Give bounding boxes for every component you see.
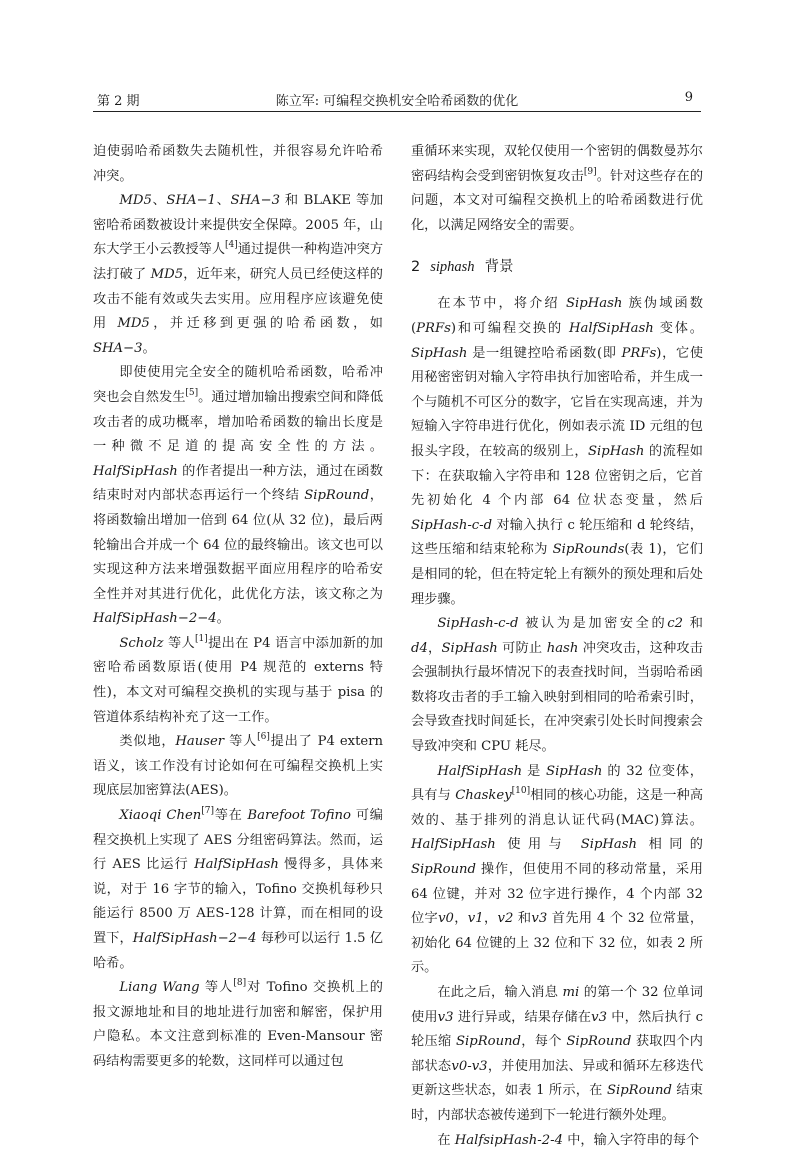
running-title: 陈立军: 可编程交换机安全哈希函数的优化: [275, 94, 519, 109]
page-number: 9: [684, 90, 693, 105]
left-paragraph-1: 迫使弱哈希函数失去随机性，并很容易允许哈希冲突。: [93, 144, 383, 184]
running-header: [93, 86, 701, 110]
right-paragraph-3: HalfSipHash 是 SipHash 的 32 位变体，具有与 Chaskey[10]相同的核心功能，这是一种高效的、基于排列的消息认证代码(MAC)算法。HalfSipHash 使用与 SipHash 相同的 SipRound 操作，但使用不同的移动常量，采用 64 位键，并对 32 位字进行操作，4 个内部 32 位字v0，v1，v2 和v3 首先用 4 个 32 位常量，初始化 64 位键的上 32 位和下 32 位，如表 2 所示。: [411, 763, 704, 976]
right-paragraph-4: 在此之后，输入消息 mi 的第一个 32 位单词使用v3 进行异或，结果存储在v3 中，然后执行 c 轮压缩 SipRound，每个 SipRound 获取四个内部状态v0-v3，并使用加法、异或和循环左移迭代更新这些状态，如表 1 所示，在 SipRound 结束时，内部状态被传递到下一轮进行额外处理。: [411, 985, 704, 1123]
section-number: 2: [411, 259, 421, 276]
right-paragraph-2: SipHash-c-d 被认为是加密安全的c2 和d4，SipHash 可防止 hash 冲突攻击，这种攻击会强制执行最坏情况下的表查找时间，当弱哈希函数将攻击者的手工输入映射到相同的哈希索引时，会导致查找时间延长，在冲突索引处长时间搜索会导致冲突和 CPU 耗尽。: [411, 616, 703, 755]
right-paragraph-1: 在本节中，将介绍 SipHash 族伪域函数(PRFs)和可编程交换的 HalfSipHash 变体。SipHash 是一组键控哈希函数(即 PRFs)，它使用秘密密钥对输入字符串执行加密哈希，并生成一个与随机不可区分的数字，它旨在实现高速，并为短输入字符串进行优化，例如表示流 ID 元组的包报头字段，在较高的级别上，SipHash 的流程如下：在获取输入字符串和 128 位密钥之后，它首先初始化 4 个内部 64 位状态变量，然后 SipHash-c-d 对输入执行 c 轮压缩和 d 轮终结，这些压缩和结束轮称为 SipRounds(表 1)，它们是相同的轮，但在特定轮上有额外的预处理和后处理步骤。: [411, 296, 704, 607]
left-paragraph-7: Liang Wang 等人[8]对 Tofino 交换机上的报文源地址和目的地址进行加密和解密，保护用户隐私。本文注意到标准的 Even-Mansour 密码结构需要更多的轮数，这同样可以通过包: [93, 978, 383, 1069]
issue-number: 第 2 期: [97, 94, 140, 109]
left-paragraph-4: Scholz 等人[1]提出在 P4 语言中添加新的加密哈希函数原语(使用 P4 规范的 externs 特性)，本文对可编程交换机的实现与基于 pisa 的管道体系结构补充了这一工作。: [93, 633, 383, 725]
right-pre-paragraph-1: 重循环来实现，双轮仅使用一个密钥的偶数曼苏尔密码结构会受到密钥恢复攻击[9]。针对这些存在的问题，本文对可编程交换机上的哈希函数进行优化，以满足网络安全的需要。: [411, 144, 704, 233]
section-name: siphash: [430, 259, 475, 276]
section-label: 背景: [484, 259, 514, 276]
left-paragraph-3: 即使使用完全安全的随机哈希函数，哈希冲突也会自然发生[5]。通过增加输出搜索空间和降低攻击者的成功概率，增加哈希函数的输出长度是一种微不足道的提高安全性的方法。HalfSipHash 的作者提出一种方法，通过在函数结束时对内部状态再运行一个终结 SipRound，将函数输出增加一倍到 64 位(从 32 位)，最后两轮输出合并成一个 64 位的最终输出。该文也可以实现这种方法来增强数据平面应用程序的哈希安全性并对其进行优化，此优化方法，该文称之为 HalfSipHash−2−4。: [93, 365, 384, 627]
section-heading: [411, 256, 703, 278]
left-column: [93, 140, 383, 1075]
header-rule: [93, 111, 701, 112]
left-paragraph-2: MD5、SHA−1、SHA−3 和 BLAKE 等加密哈希函数被设计来提供安全保障。2005 年，山东大学王小云教授等人[4]通过提供一种构造冲突方法打破了 MD5，近年来，研究人员已经使这样的攻击不能有效或失去实用。应用程序应该避免使用 MD5，并迁移到更强的哈希函数，如 SHA−3。: [93, 193, 384, 356]
left-paragraph-6: Xiaoqi Chen[7]等在 Barefoot Tofino 可编程交换机上实现了 AES 分组密码算法。然而，运行 AES 比运行 HalfSipHash 慢得多，具体来说，对于 16 字节的输入，Tofino 交换机每秒只能运行 8500 万 AES-128 计算，而在相同的设置下，HalfSipHash−2−4 每秒可以运行 1.5 亿哈希。: [93, 806, 383, 971]
right-paragraph-5: 在 HalfsipHash-2-4 中，输入字符串的每个: [437, 1132, 700, 1148]
left-paragraph-5: 类似地，Hauser 等人[6]提出了 P4 extern 语义，该工作没有讨论如何在可编程交换机上实现底层加密算法(AES)。: [93, 732, 383, 799]
right-column: [411, 140, 703, 1153]
